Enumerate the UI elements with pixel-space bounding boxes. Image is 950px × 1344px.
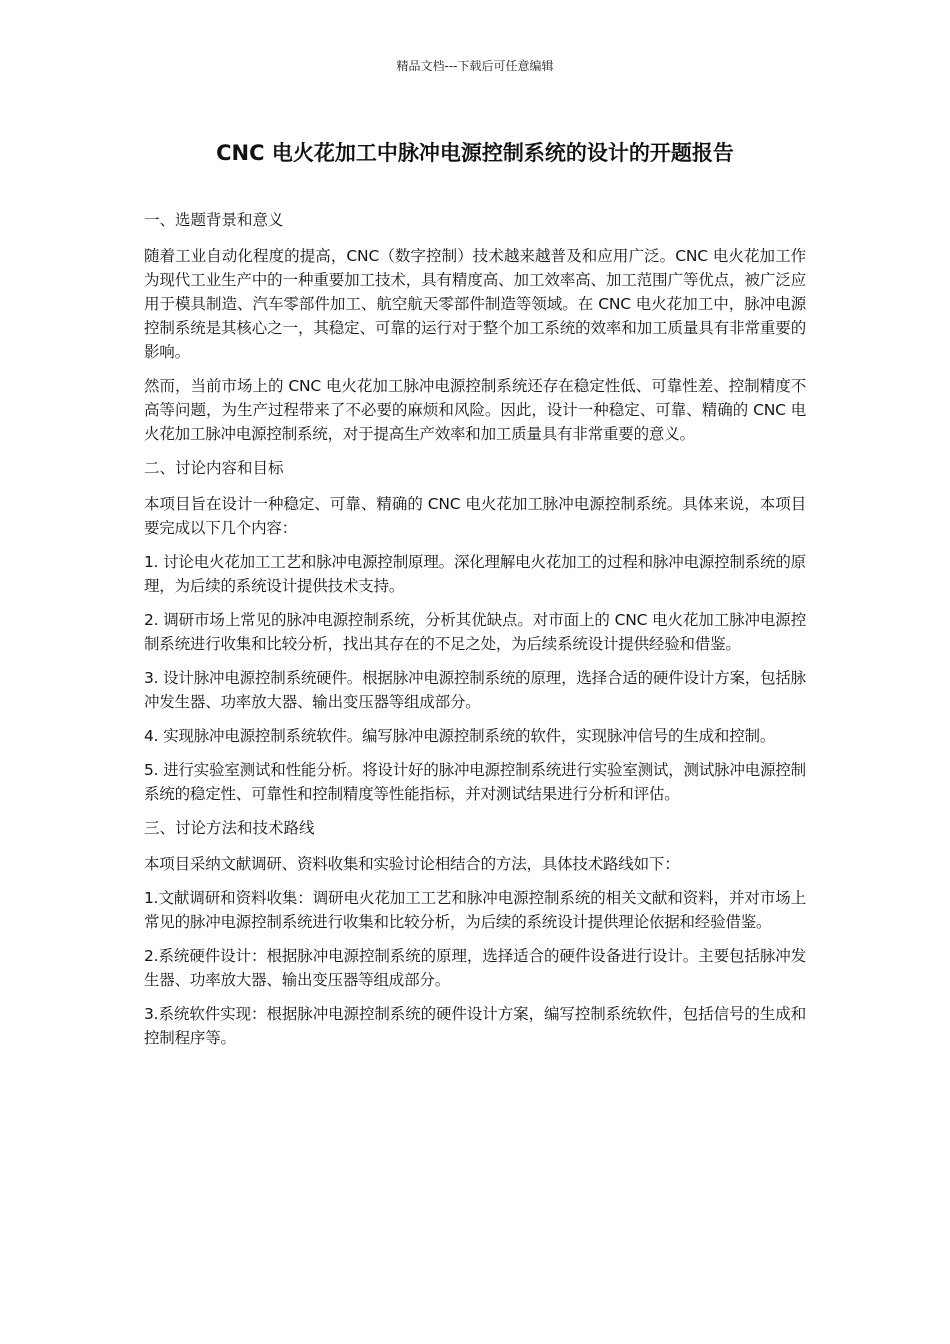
document-title: CNC 电火花加工中脉冲电源控制系统的设计的开题报告 <box>216 141 734 165</box>
list-item-content-5: 5. 进行实验室测试和性能分析。将设计好的脉冲电源控制系统进行实验室测试，测试脉冲电源控制系统的稳定性、可靠性和控制精度等性能指标，并对测试结果进行分析和评估。 <box>144 761 806 803</box>
paragraph-background-1: 随着工业自动化程度的提高，CNC（数字控制）技术越来越普及和应用广泛。CNC 电火花加工作为现代工业生产中的一种重要加工技术，具有精度高、加工效率高、加工范围广等优点，被广泛应用于模具制造、汽车零部件加工、航空航天零部件制造等领域。在 CNC 电火花加工中，脉冲电源控制系统是其核心之一，其稳定、可靠的运行对于整个加工系统的效率和加工质量具有非常重要的影响。 <box>144 247 806 361</box>
list-item-method-2: 2.系统硬件设计：根据脉冲电源控制系统的原理，选择适合的硬件设备进行设计。主要包括脉冲发生器、功率放大器、输出变压器等组成部分。 <box>144 947 806 989</box>
list-item-content-4: 4. 实现脉冲电源控制系统软件。编写脉冲电源控制系统的软件，实现脉冲信号的生成和控制。 <box>144 727 776 745</box>
paragraph-background-2: 然而，当前市场上的 CNC 电火花加工脉冲电源控制系统还存在稳定性低、可靠性差、控制精度不高等问题，为生产过程带来了不必要的麻烦和风险。因此，设计一种稳定、可靠、精确的 CNC 电火花加工脉冲电源控制系统，对于提高生产效率和加工质量具有非常重要的意义。 <box>144 377 806 443</box>
list-item-content-1: 1. 讨论电火花加工工艺和脉冲电源控制原理。深化理解电火花加工的过程和脉冲电源控制系统的原理，为后续的系统设计提供技术支持。 <box>144 553 806 595</box>
list-item-content-3: 3. 设计脉冲电源控制系统硬件。根据脉冲电源控制系统的原理，选择合适的硬件设计方案，包括脉冲发生器、功率放大器、输出变压器等组成部分。 <box>144 669 806 711</box>
list-item-method-3: 3.系统软件实现：根据脉冲电源控制系统的硬件设计方案，编写控制系统软件，包括信号的生成和控制程序等。 <box>144 1005 806 1047</box>
paragraph-content-intro: 本项目旨在设计一种稳定、可靠、精确的 CNC 电火花加工脉冲电源控制系统。具体来说，本项目要完成以下几个内容： <box>144 495 806 537</box>
list-item-content-2: 2. 调研市场上常见的脉冲电源控制系统，分析其优缺点。对市面上的 CNC 电火花加工脉冲电源控制系统进行收集和比较分析，找出其存在的不足之处，为后续系统设计提供经验和借鉴。 <box>144 611 806 653</box>
header-note: 精品文档---下载后可任意编辑 <box>396 59 554 73</box>
section-heading-methods: 三、讨论方法和技术路线 <box>144 819 315 837</box>
document-body <box>144 208 806 1060</box>
section-heading-background: 一、选题背景和意义 <box>144 211 284 229</box>
paragraph-methods-intro: 本项目采纳文献调研、资料收集和实验讨论相结合的方法，具体技术路线如下： <box>144 855 680 873</box>
list-item-method-1: 1.文献调研和资料收集：调研电火花加工工艺和脉冲电源控制系统的相关文献和资料，并对市场上常见的脉冲电源控制系统进行收集和比较分析，为后续的系统设计提供理论依据和经验借鉴。 <box>144 889 806 931</box>
section-heading-content-goals: 二、讨论内容和目标 <box>144 459 284 477</box>
